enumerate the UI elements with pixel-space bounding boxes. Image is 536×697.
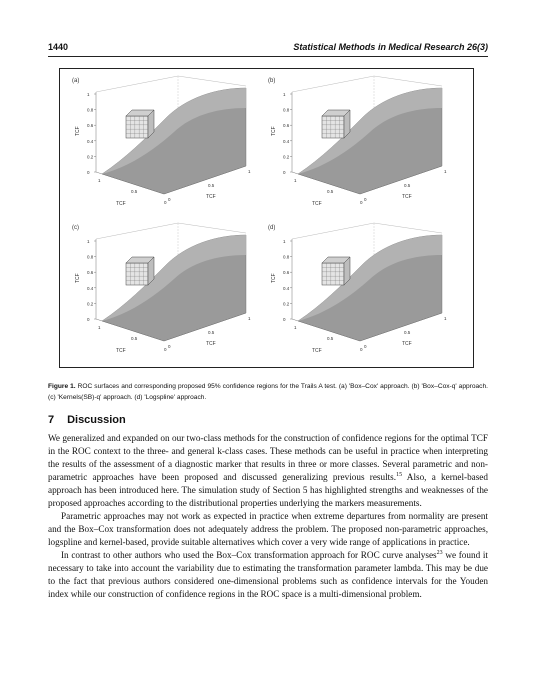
paragraph-text: In contrast to other authors who used the Box–Cox transformation approach for ROC curve analyses <box>61 550 437 560</box>
y-tick-label: 1 <box>444 316 447 321</box>
roc-surface-plot <box>66 221 261 363</box>
y-axis-label: TCF <box>402 341 412 347</box>
roc-surface-plot <box>66 74 261 216</box>
z-tick-label: 0.4 <box>283 138 290 144</box>
z-tick-label: 0.4 <box>87 285 94 291</box>
paragraph-text: we found it necessary to take into account the variability due to estimating the transformation parameter lambda. This may be due to the fact that previous authors considered one-dimensional problems such as confidence intervals for the Youden index while our construction of confidence regions in the ROC space is a multi-dimensional problem. <box>48 550 488 599</box>
y-tick-label: 0.5 <box>208 330 215 335</box>
citation-ref: 23 <box>436 549 443 556</box>
z-tick-label: 0 <box>87 317 90 322</box>
roc-surface-plot <box>262 221 457 363</box>
z-tick-label: 0.6 <box>87 123 94 129</box>
header-rule <box>48 56 488 57</box>
back-edge-line <box>374 76 442 86</box>
panel-d <box>262 221 457 363</box>
x-tick-label: 1 <box>98 178 101 183</box>
y-axis-label: TCF <box>402 194 412 200</box>
z-tick-label: 0.2 <box>87 154 94 160</box>
x-tick-label: 0.5 <box>131 189 138 194</box>
y-tick-label: 0.5 <box>404 183 411 188</box>
z-tick-label: 0.4 <box>87 138 94 144</box>
figure-label: Figure 1. <box>48 383 76 390</box>
y-tick-label: 0.5 <box>404 330 411 335</box>
z-tick-label: 0.2 <box>283 301 290 307</box>
y-tick-label: 0 <box>364 197 367 202</box>
y-tick-label: 0 <box>168 197 171 202</box>
panel-a <box>66 74 261 216</box>
z-axis-label: TCF <box>271 126 277 136</box>
section-title: Discussion <box>67 414 126 426</box>
z-tick-label: 0.8 <box>87 254 94 260</box>
z-axis-label: TCF <box>75 273 81 283</box>
page-header <box>48 42 488 56</box>
figure-1 <box>59 68 474 368</box>
panel-label: (c) <box>72 225 79 231</box>
z-axis-label: TCF <box>75 126 81 136</box>
x-axis-label: TCF <box>312 201 322 207</box>
y-tick-label: 0 <box>168 344 171 349</box>
x-tick-label: 0.5 <box>131 336 138 341</box>
y-tick-label: 0.5 <box>208 183 215 188</box>
z-tick-label: 0.6 <box>283 270 290 276</box>
z-tick-label: 1 <box>87 239 90 244</box>
figure-caption <box>48 381 488 403</box>
y-axis-label: TCF <box>206 194 216 200</box>
z-tick-label: 0.8 <box>87 107 94 113</box>
z-tick-label: 0.8 <box>283 107 290 113</box>
section-number: 7 <box>48 414 55 426</box>
confidence-region <box>322 263 344 285</box>
z-tick-label: 1 <box>283 92 286 97</box>
journal-title: Statistical Methods in Medical Research 26(3) <box>293 42 488 52</box>
panel-b <box>262 74 457 216</box>
panel-label: (b) <box>268 78 276 84</box>
paragraph-text: We generalized and expanded on our two-class methods for the construction of confidence regions for the optimal TCF in the ROC context to the three- and general k-class cases. These methods can be useful in practice when interpreting the results of the assessment of a diagnostic marker that results in three or more classes. Several parametric and non-parametric approaches have been proposed and discussed generalizing previous results. <box>48 433 488 482</box>
body-text <box>48 432 488 601</box>
z-tick-label: 0.6 <box>283 123 290 129</box>
z-tick-label: 0 <box>283 170 286 175</box>
x-tick-label: 0 <box>360 200 363 205</box>
x-tick-label: 0.5 <box>327 336 334 341</box>
panel-label: (d) <box>268 225 276 231</box>
back-edge-line <box>292 223 374 239</box>
roc-surface-plot <box>262 74 457 216</box>
back-edge-line <box>292 76 374 92</box>
paragraph-3 <box>48 549 488 601</box>
z-tick-label: 0.2 <box>283 154 290 160</box>
back-edge-line <box>96 223 178 239</box>
caption-text: ROC surfaces and corresponding proposed 95% confidence regions for the Trails A test. (a) 'Box–Cox' approach. (b) 'Box–Cox-q' approach. (c) 'Kernels(SB)-q' approach. (d) 'Logspline' approach. <box>48 383 488 401</box>
z-axis-label: TCF <box>271 273 277 283</box>
y-tick-label: 1 <box>444 169 447 174</box>
z-tick-label: 0 <box>283 317 286 322</box>
page-number: 1440 <box>48 42 69 52</box>
panel-label: (a) <box>72 78 80 84</box>
y-tick-label: 1 <box>248 316 251 321</box>
x-axis-label: TCF <box>312 348 322 354</box>
z-tick-label: 0 <box>87 170 90 175</box>
x-axis-label: TCF <box>116 201 126 207</box>
x-tick-label: 0.5 <box>327 189 334 194</box>
x-tick-label: 1 <box>294 325 297 330</box>
y-tick-label: 1 <box>248 169 251 174</box>
y-axis-label: TCF <box>206 341 216 347</box>
back-edge-line <box>374 223 442 233</box>
back-edge-line <box>96 76 178 92</box>
y-tick-label: 0 <box>364 344 367 349</box>
section-heading <box>48 414 488 426</box>
x-tick-label: 0 <box>164 200 167 205</box>
x-tick-label: 0 <box>164 347 167 352</box>
paragraph-1 <box>48 432 488 510</box>
citation-ref: 15 <box>396 471 403 478</box>
back-edge-line <box>178 223 246 233</box>
paragraph-2: Parametric approaches may not work as expected in practice when extreme departures from normality are present and the Box–Cox transformation does not adequately address the problem. The proposed non-parametric approaches, logspline and kernel-based, provide suitable alternatives which cover a very wide range of applications in practice. <box>48 511 488 547</box>
z-tick-label: 0.2 <box>87 301 94 307</box>
confidence-region <box>322 116 344 138</box>
z-tick-label: 1 <box>283 239 286 244</box>
back-edge-line <box>178 76 246 86</box>
x-tick-label: 1 <box>294 178 297 183</box>
confidence-region <box>126 263 148 285</box>
z-tick-label: 0.8 <box>283 254 290 260</box>
x-axis-label: TCF <box>116 348 126 354</box>
x-tick-label: 1 <box>98 325 101 330</box>
x-tick-label: 0 <box>360 347 363 352</box>
panel-c <box>66 221 261 363</box>
confidence-region <box>126 116 148 138</box>
paragraph-text: Also, a kernel-based approach has been introduced here. The simulation study of Section 5 has highlighted strengths and weaknesses of the proposed approaches according to the distributional properties underlying the markers measurements. <box>48 472 488 508</box>
z-tick-label: 0.6 <box>87 270 94 276</box>
z-tick-label: 0.4 <box>283 285 290 291</box>
z-tick-label: 1 <box>87 92 90 97</box>
